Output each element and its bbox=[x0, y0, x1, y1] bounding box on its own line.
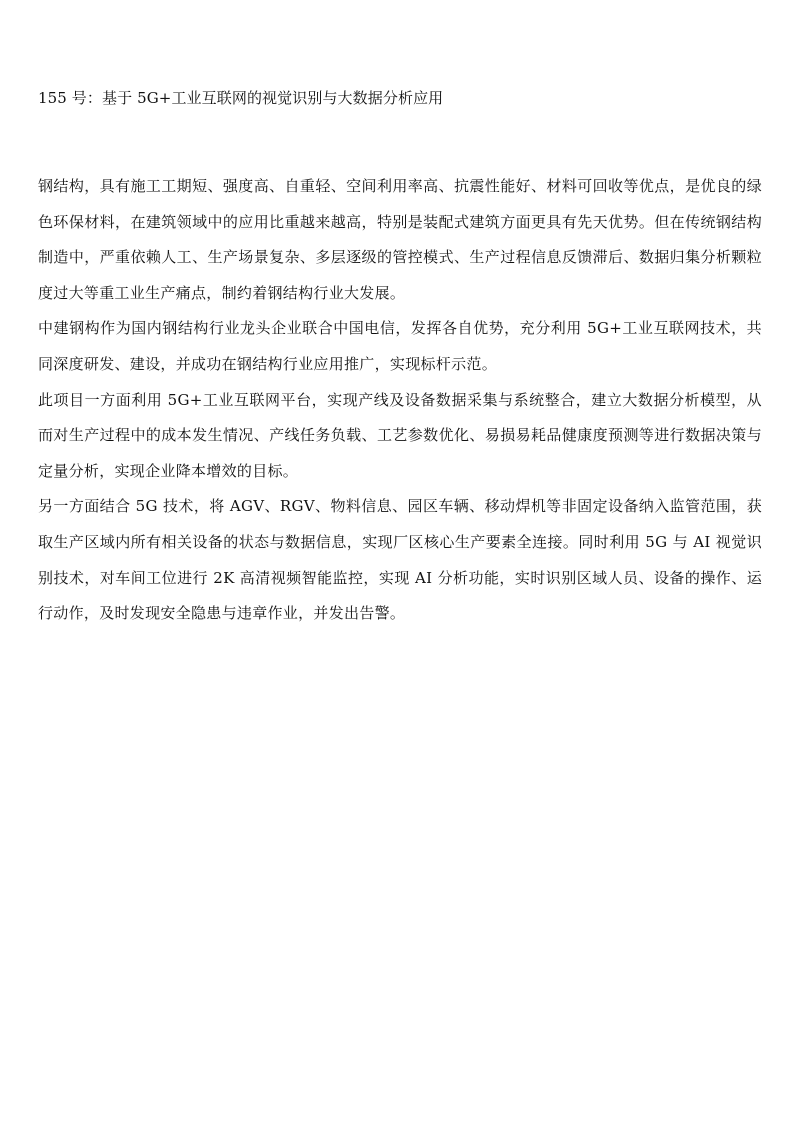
paragraph-partnership: 中建钢构作为国内钢结构行业龙头企业联合中国电信，发挥各自优势，充分利用 5G+工业互联网技术，共同深度研发、建设，并成功在钢结构行业应用推广，实现标杆示范。 bbox=[38, 319, 762, 373]
paragraph-steel-structure-intro: 钢结构，具有施工工期短、强度高、自重轻、空间利用率高、抗震性能好、材料可回收等优点，是优良的绿色环保材料，在建筑领域中的应用比重越来越高，特别是装配式建筑方面更具有先天优势。但在传统钢结构制造中，严重依赖人工、生产场景复杂、多层逐级的管控模式、生产过程信息反馈滞后、数据归集分析颗粒度过大等重工业生产痛点，制约着钢结构行业大发展。 bbox=[38, 177, 762, 302]
paragraph-5g-ai-monitoring: 另一方面结合 5G 技术，将 AGV、RGV、物料信息、园区车辆、移动焊机等非固定设备纳入监管范围，获取生产区域内所有相关设备的状态与数据信息，实现厂区核心生产要素全连接。同时利用 5G 与 AI 视觉识别技术，对车间工位进行 2K 高清视频智能监控，实现 AI 分析功能，实时识别区域人员、设备的操作、运行动作，及时发现安全隐患与违章作业，并发出告警。 bbox=[38, 497, 762, 623]
document-body bbox=[38, 169, 762, 632]
document-title: 155 号：基于 5G+工业互联网的视觉识别与大数据分析应用 bbox=[38, 89, 444, 107]
paragraph-big-data-platform: 此项目一方面利用 5G+工业互联网平台，实现产线及设备数据采集与系统整合，建立大数据分析模型，从而对生产过程中的成本发生情况、产线任务负载、工艺参数优化、易损易耗品健康度预测等进行数据决策与定量分析，实现企业降本增效的目标。 bbox=[38, 390, 762, 480]
